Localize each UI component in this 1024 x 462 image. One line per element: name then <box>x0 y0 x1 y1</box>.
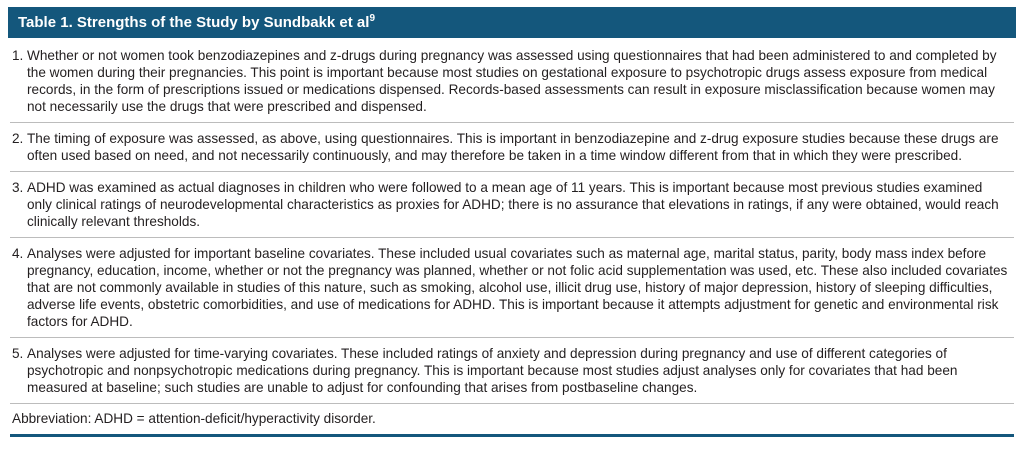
item-number: 2. <box>12 131 24 146</box>
item-text: ADHD was examined as actual diagnoses in children who were followed to a mean age of 11 years. This is important because most previous studies examined only clinical ratings of neurodevelopmental characteristics as proxies for ADHD; there is no assurance that elevations in ratings, if any were obtained, would reach clinically relevant thresholds. <box>27 180 999 229</box>
item-text: The timing of exposure was assessed, as above, using questionnaires. This is important in benzodiazepine and z-drug exposure studies because these drugs are often used based on need, and not necessarily continuously, and may therefore be taken in a time window different from that in which they were prescribed. <box>27 131 999 163</box>
abbreviation-note: Abbreviation: ADHD = attention-deficit/hyperactivity disorder. <box>10 404 1014 437</box>
item-number: 5. <box>12 346 24 361</box>
item-number: 4. <box>12 246 24 261</box>
table-row <box>10 338 1014 404</box>
table-row <box>10 40 1014 123</box>
item-text: Whether or not women took benzodiazepines and z-drugs during pregnancy was assessed using questionnaires that had been administered to and completed by the women during their pregnancies. This point is important because most studies on gestational exposure to psychotropic drugs assess exposure from medical records, in the form of prescriptions issued or medications dispensed. Records-based assessments can result in exposure misclassification because women may not necessarily use the drugs that were prescribed and dispensed. <box>27 48 997 114</box>
table-title-superscript: 9 <box>369 13 376 24</box>
table-row <box>10 172 1014 238</box>
item-text: Analyses were adjusted for time-varying covariates. These included ratings of anxiety and depression during pregnancy and use of different categories of psychotropic and nonpsychotropic medications during pregnancy. This is important because most studies adjust analyses only for covariates that had been measured at baseline; such studies are unable to adjust for confounding that arises from postbaseline changes. <box>27 346 958 395</box>
table-title: Table 1. Strengths of the Study by Sundbakk et al <box>18 14 370 31</box>
table-row <box>10 123 1014 172</box>
strengths-table <box>8 7 1016 456</box>
table-body <box>8 38 1016 456</box>
item-text: Analyses were adjusted for important baseline covariates. These included usual covariates such as maternal age, marital status, parity, body mass index before pregnancy, education, income, whether or not the pregnancy was planned, whether or not folic acid supplementation was used, etc. These also included covariates that are not commonly available in studies of this nature, such as smoking, alcohol use, illicit drug use, history of major depression, history of sleeping difficulties, adverse life events, obstetric comorbidities, and use of medications for ADHD. This is important because it attempts adjustment for genetic and environmental risk factors for ADHD. <box>27 246 1008 329</box>
table-row <box>10 238 1014 338</box>
item-number: 3. <box>12 180 24 195</box>
item-number: 1. <box>12 48 24 63</box>
table-title-bar <box>8 7 1016 38</box>
